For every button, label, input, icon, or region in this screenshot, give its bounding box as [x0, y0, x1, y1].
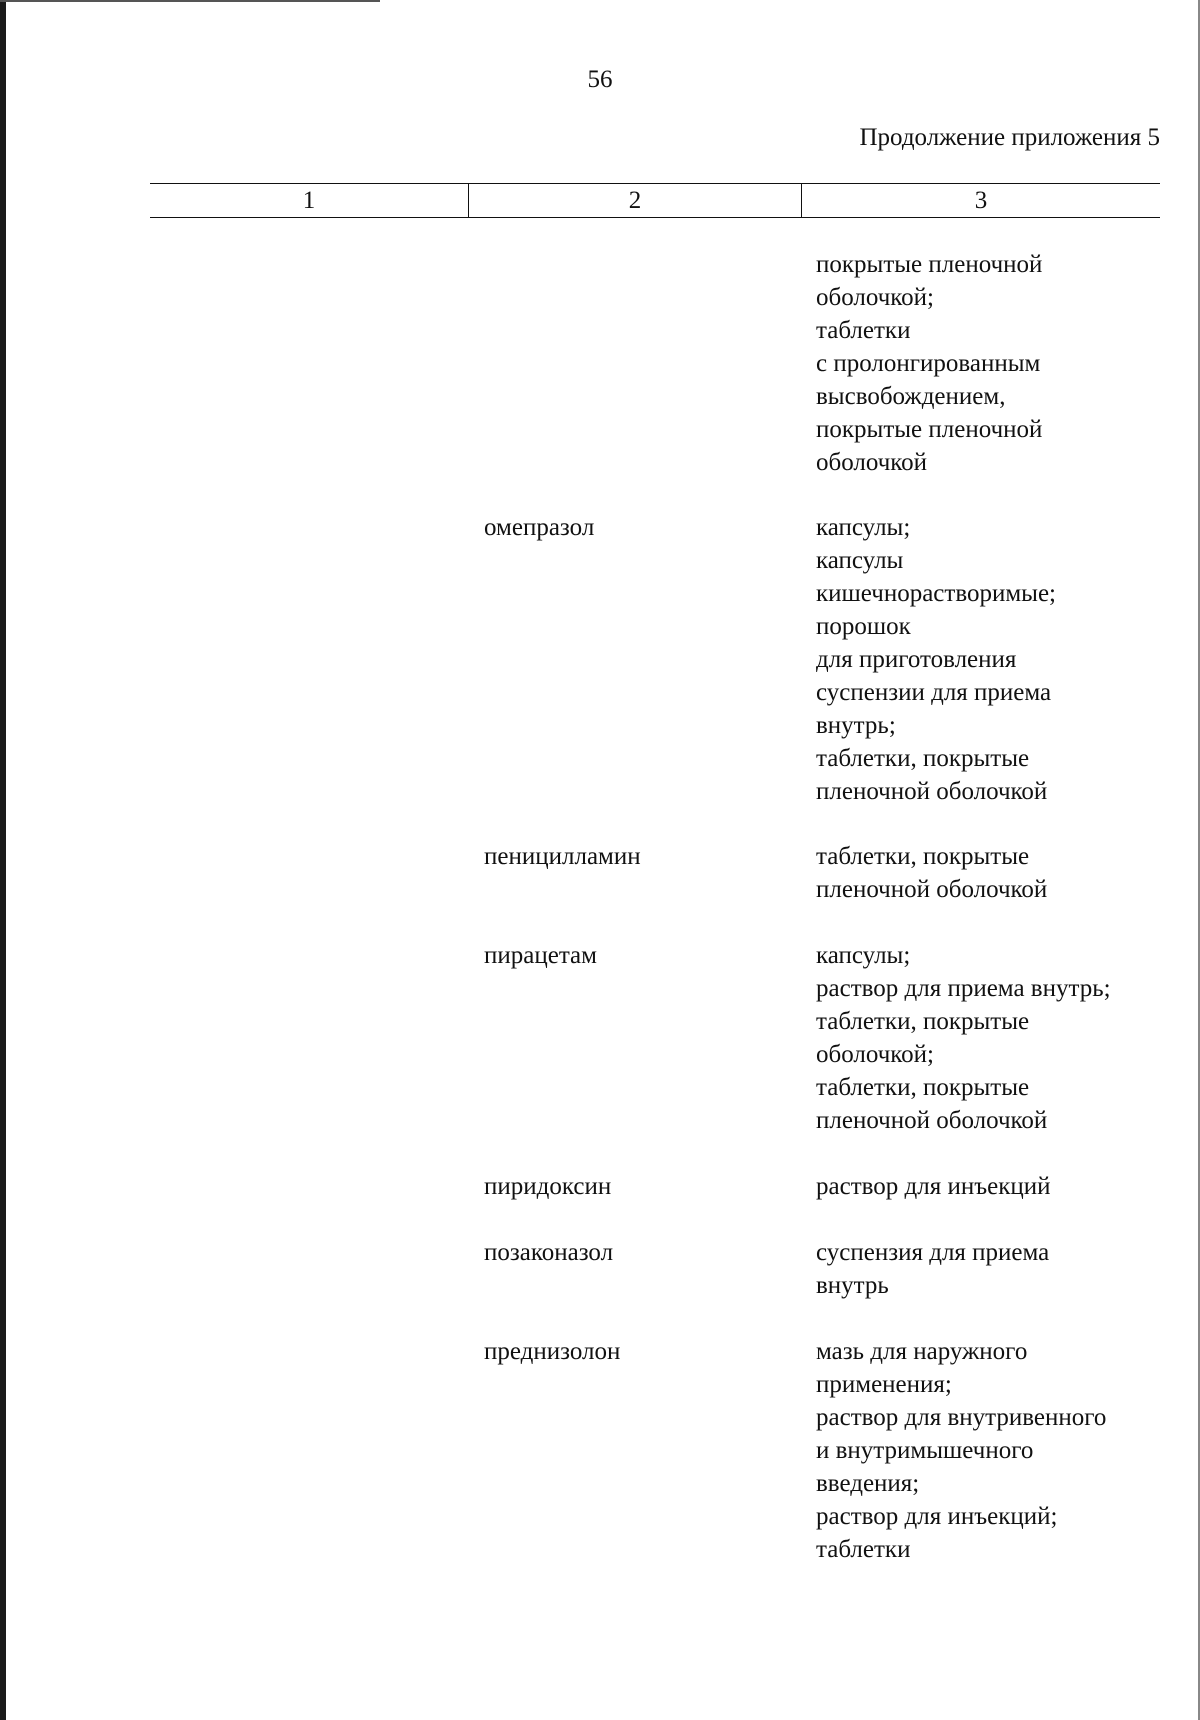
dosage-form-line: оболочкой;: [816, 1041, 934, 1068]
dosage-form-line: таблетки: [816, 317, 911, 344]
table-header-col-2: 2: [468, 184, 801, 217]
dosage-form-line: внутрь: [816, 1272, 889, 1299]
dosage-form-line: суспензии для приема: [816, 679, 1052, 706]
dosage-form-line: пленочной оболочкой: [816, 778, 1048, 805]
dosage-forms-cell: [816, 939, 1160, 1137]
dosage-form-line: пленочной оболочкой: [816, 876, 1048, 903]
dosage-form-line: оболочкой: [816, 449, 928, 476]
dosage-form-line: внутрь;: [816, 712, 896, 739]
dosage-form-line: покрытые пленочной: [816, 251, 1043, 278]
dosage-form-line: таблетки, покрытые: [816, 745, 1030, 772]
drug-name-cell: пеницилламин: [484, 843, 641, 870]
dosage-form-line: суспензия для приема: [816, 1239, 1050, 1266]
dosage-form-line: таблетки, покрытые: [816, 1008, 1030, 1035]
dosage-form-line: раствор для инъекций: [816, 1173, 1051, 1200]
dosage-form-line: пленочной оболочкой: [816, 1107, 1048, 1134]
scan-edge-top: [0, 0, 380, 2]
dosage-forms-cell: [816, 1236, 1160, 1302]
page-number: 56: [587, 66, 613, 93]
dosage-forms-cell: [816, 1335, 1160, 1566]
dosage-forms-cell: [816, 840, 1160, 906]
table-header-col-3: 3: [801, 184, 1160, 217]
dosage-form-line: и внутримышечного: [816, 1437, 1034, 1464]
table-header-col-1: 1: [302, 186, 316, 214]
dosage-form-line: раствор для инъекций;: [816, 1503, 1058, 1530]
dosage-form-line: покрытые пленочной: [816, 416, 1043, 443]
dosage-form-line: с пролонгированным: [816, 350, 1041, 377]
dosage-form-line: мазь для наружного: [816, 1338, 1028, 1365]
scan-edge-left: [0, 0, 6, 1720]
dosage-form-line: высвобождением,: [816, 383, 1006, 410]
dosage-forms-cell: [816, 248, 1160, 479]
dosage-form-line: введения;: [816, 1470, 920, 1497]
dosage-form-line: для приготовления: [816, 646, 1017, 673]
dosage-form-line: капсулы;: [816, 942, 911, 969]
drug-name-cell: пиридоксин: [484, 1173, 612, 1200]
drug-name-cell: пирацетам: [484, 942, 597, 969]
drug-name-cell: позаконазол: [484, 1239, 614, 1266]
drug-name-cell: преднизолон: [484, 1338, 621, 1365]
dosage-form-line: кишечнорастворимые;: [816, 580, 1056, 607]
dosage-form-line: применения;: [816, 1371, 952, 1398]
dosage-form-line: оболочкой;: [816, 284, 934, 311]
dosage-form-line: таблетки, покрытые: [816, 843, 1030, 870]
dosage-form-line: таблетки: [816, 1536, 911, 1563]
dosage-forms-cell: [816, 1170, 1160, 1203]
dosage-form-line: раствор для внутривенного: [816, 1404, 1107, 1431]
appendix-continuation-note: Продолжение приложения 5: [859, 124, 1160, 151]
dosage-form-line: таблетки, покрытые: [816, 1074, 1030, 1101]
dosage-form-line: капсулы: [816, 547, 904, 574]
drug-name-cell: омепразол: [484, 514, 595, 541]
dosage-form-line: порошок: [816, 613, 911, 640]
dosage-form-line: раствор для приема внутрь;: [816, 975, 1111, 1002]
dosage-form-line: капсулы;: [816, 514, 911, 541]
table-header-row: [150, 183, 1160, 218]
dosage-forms-cell: [816, 511, 1160, 808]
